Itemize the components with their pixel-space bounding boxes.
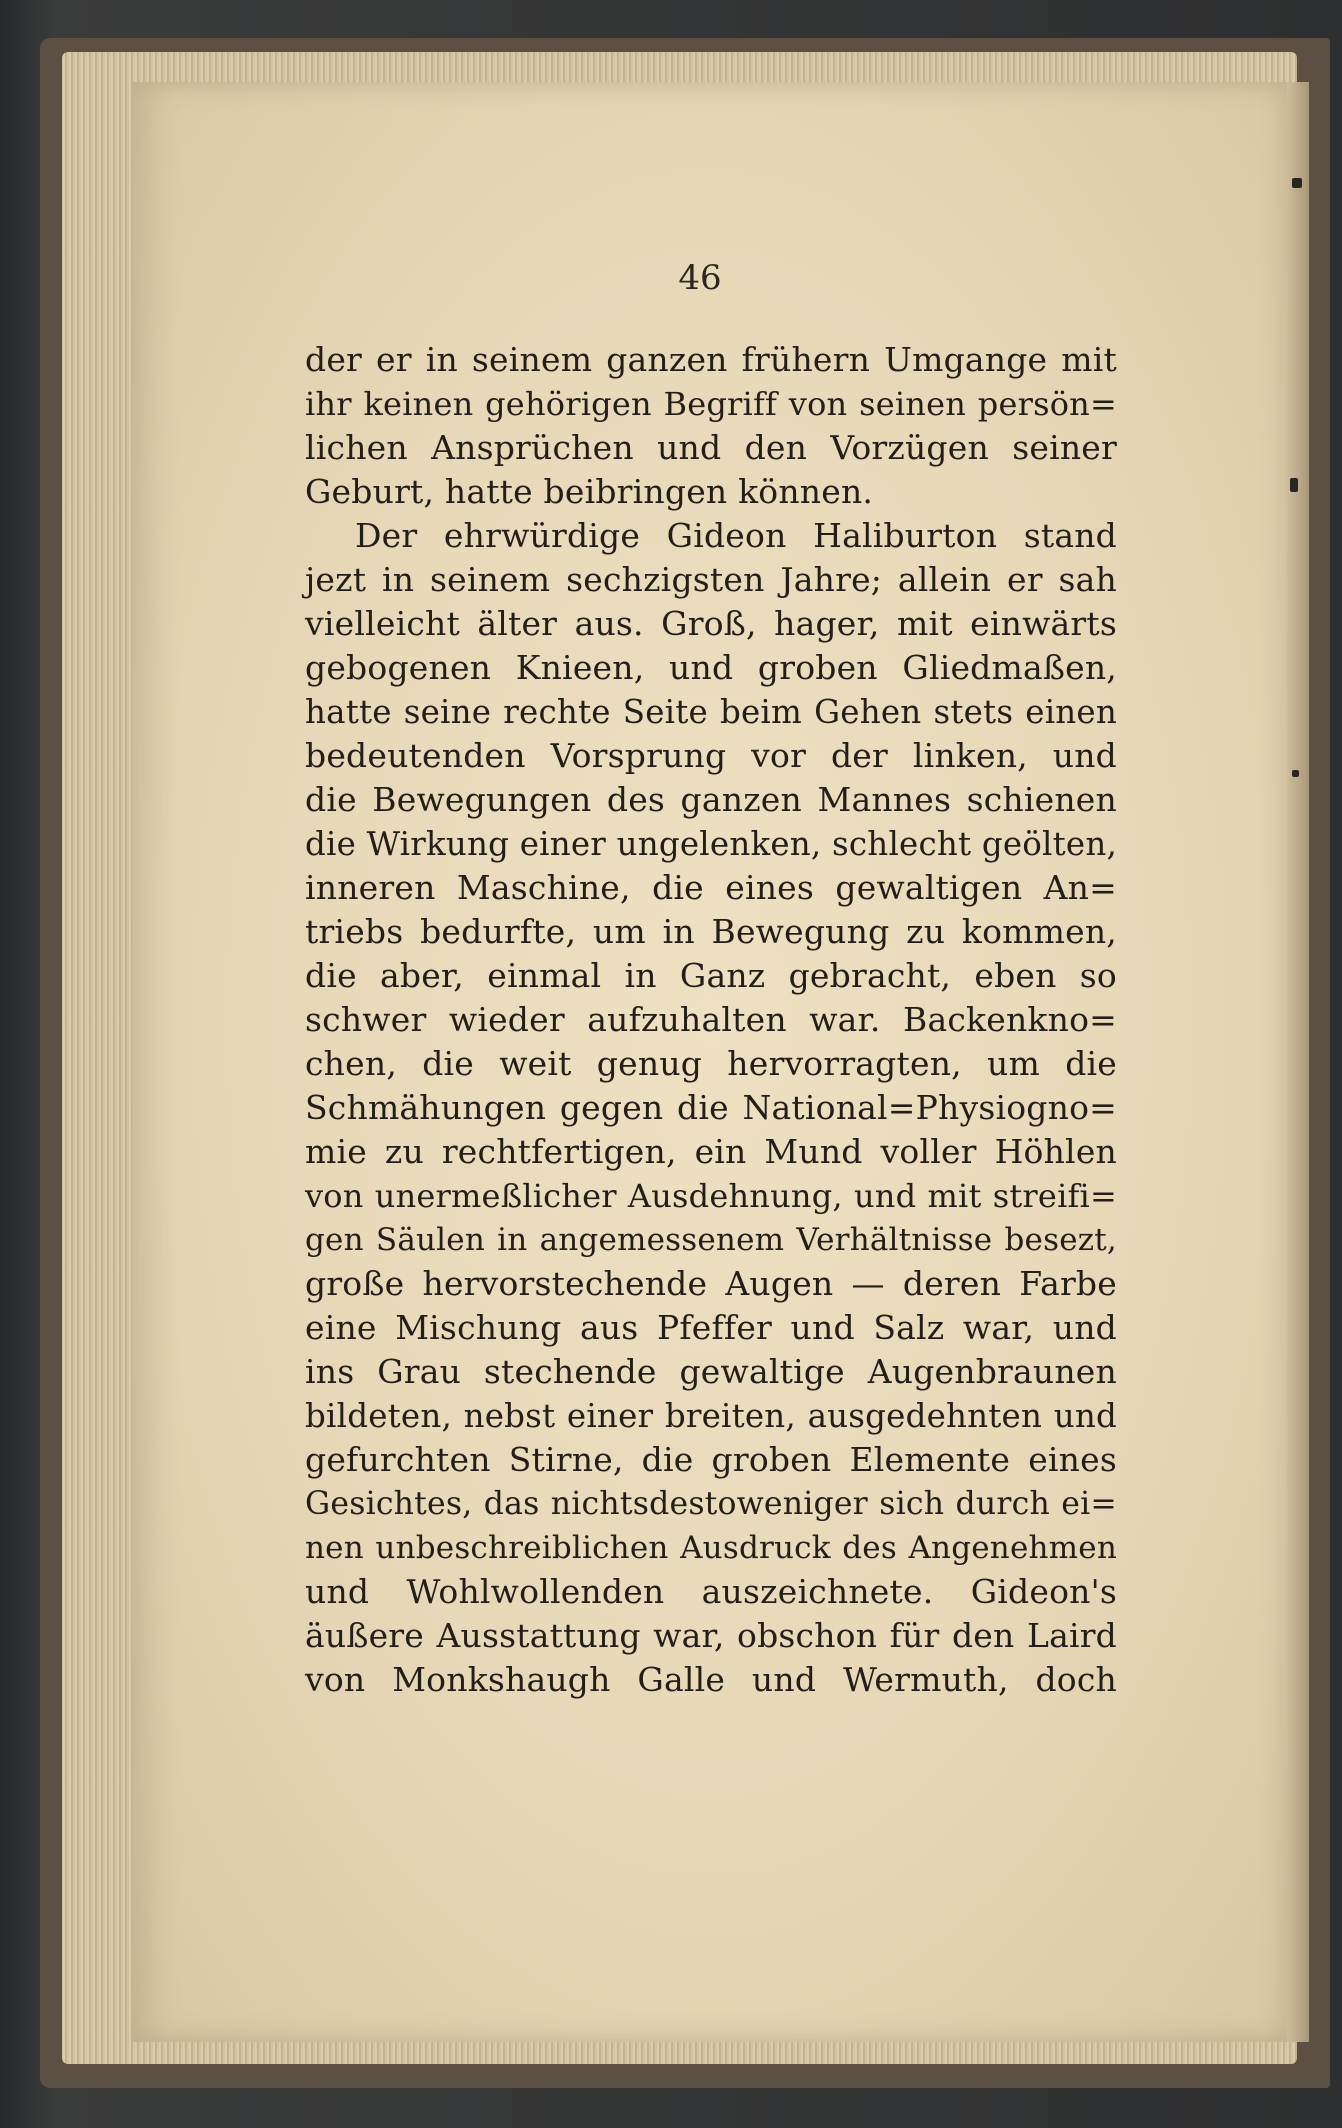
text-line: gefurchten Stirne, die groben Elemente eines — [305, 1440, 1117, 1479]
text-line: schwer wieder aufzuhalten war. Backenkno= — [305, 1000, 1117, 1039]
text-line: Gesichtes, das nichtsdestoweniger sich durch ei= — [305, 1486, 1117, 1522]
text-line: vielleicht älter aus. Groß, hager, mit einwärts — [305, 604, 1117, 643]
text-line: Geburt, hatte beibringen können. — [305, 472, 874, 511]
text-line: äußere Ausstattung war, obschon für den Laird — [305, 1616, 1117, 1655]
text-line: große hervorstechende Augen — deren Farbe — [305, 1264, 1117, 1303]
text-line: ins Grau stechende gewaltige Augenbraunen — [305, 1352, 1117, 1391]
text-line: gebogenen Knieen, und groben Gliedmaßen, — [305, 648, 1117, 687]
text-line: Der ehrwürdige Gideon Haliburton stand — [355, 516, 1117, 555]
text-line: die Wirkung einer ungelenken, schlecht geölten, — [305, 825, 1117, 863]
page-number: 46 — [678, 258, 722, 298]
text-line: bedeutenden Vorsprung vor der linken, und — [305, 736, 1117, 775]
margin-mark — [1292, 178, 1302, 188]
text-line: triebs bedurfte, um in Bewegung zu kommen, — [305, 912, 1117, 951]
text-line: von Monkshaugh Galle und Wermuth, doch — [305, 1660, 1117, 1699]
text-line: die Bewegungen des ganzen Mannes schienen — [305, 780, 1117, 819]
text-line: chen, die weit genug hervorragten, um die — [305, 1044, 1117, 1083]
margin-mark — [1290, 478, 1298, 492]
text-line: jezt in seinem sechzigsten Jahre; allein er sah — [305, 560, 1117, 599]
text-line: mie zu rechtfertigen, ein Mund voller Höhlen — [305, 1132, 1117, 1171]
text-line: und Wohlwollenden auszeichnete. Gideon's — [305, 1572, 1117, 1611]
text-line: Schmähungen gegen die National=Physiogno= — [305, 1088, 1117, 1127]
text-line: lichen Ansprüchen und den Vorzügen seiner — [305, 428, 1117, 467]
text-line: hatte seine rechte Seite beim Gehen stets einen — [305, 693, 1117, 731]
text-line: eine Mischung aus Pfeffer und Salz war, und — [305, 1308, 1117, 1347]
text-line: die aber, einmal in Ganz gebracht, eben so — [305, 956, 1117, 995]
text-line: bildeten, nebst einer breiten, ausgedehnten und — [305, 1397, 1117, 1435]
margin-mark — [1292, 770, 1299, 777]
text-line: ihr keinen gehörigen Begriff von seinen persön= — [305, 385, 1117, 423]
text-line: gen Säulen in angemessenem Verhältnisse besezt, — [305, 1222, 1117, 1258]
facing-page-edge — [1287, 82, 1309, 2042]
text-line: der er in seinem ganzen frühern Umgange mit — [305, 340, 1117, 379]
body-text — [305, 338, 1117, 1702]
text-line: von unermeßlicher Ausdehnung, und mit streifi= — [305, 1177, 1117, 1215]
text-line: nen unbeschreiblichen Ausdruck des Angenehmen — [305, 1530, 1117, 1566]
text-line: inneren Maschine, die eines gewaltigen An= — [305, 868, 1117, 907]
